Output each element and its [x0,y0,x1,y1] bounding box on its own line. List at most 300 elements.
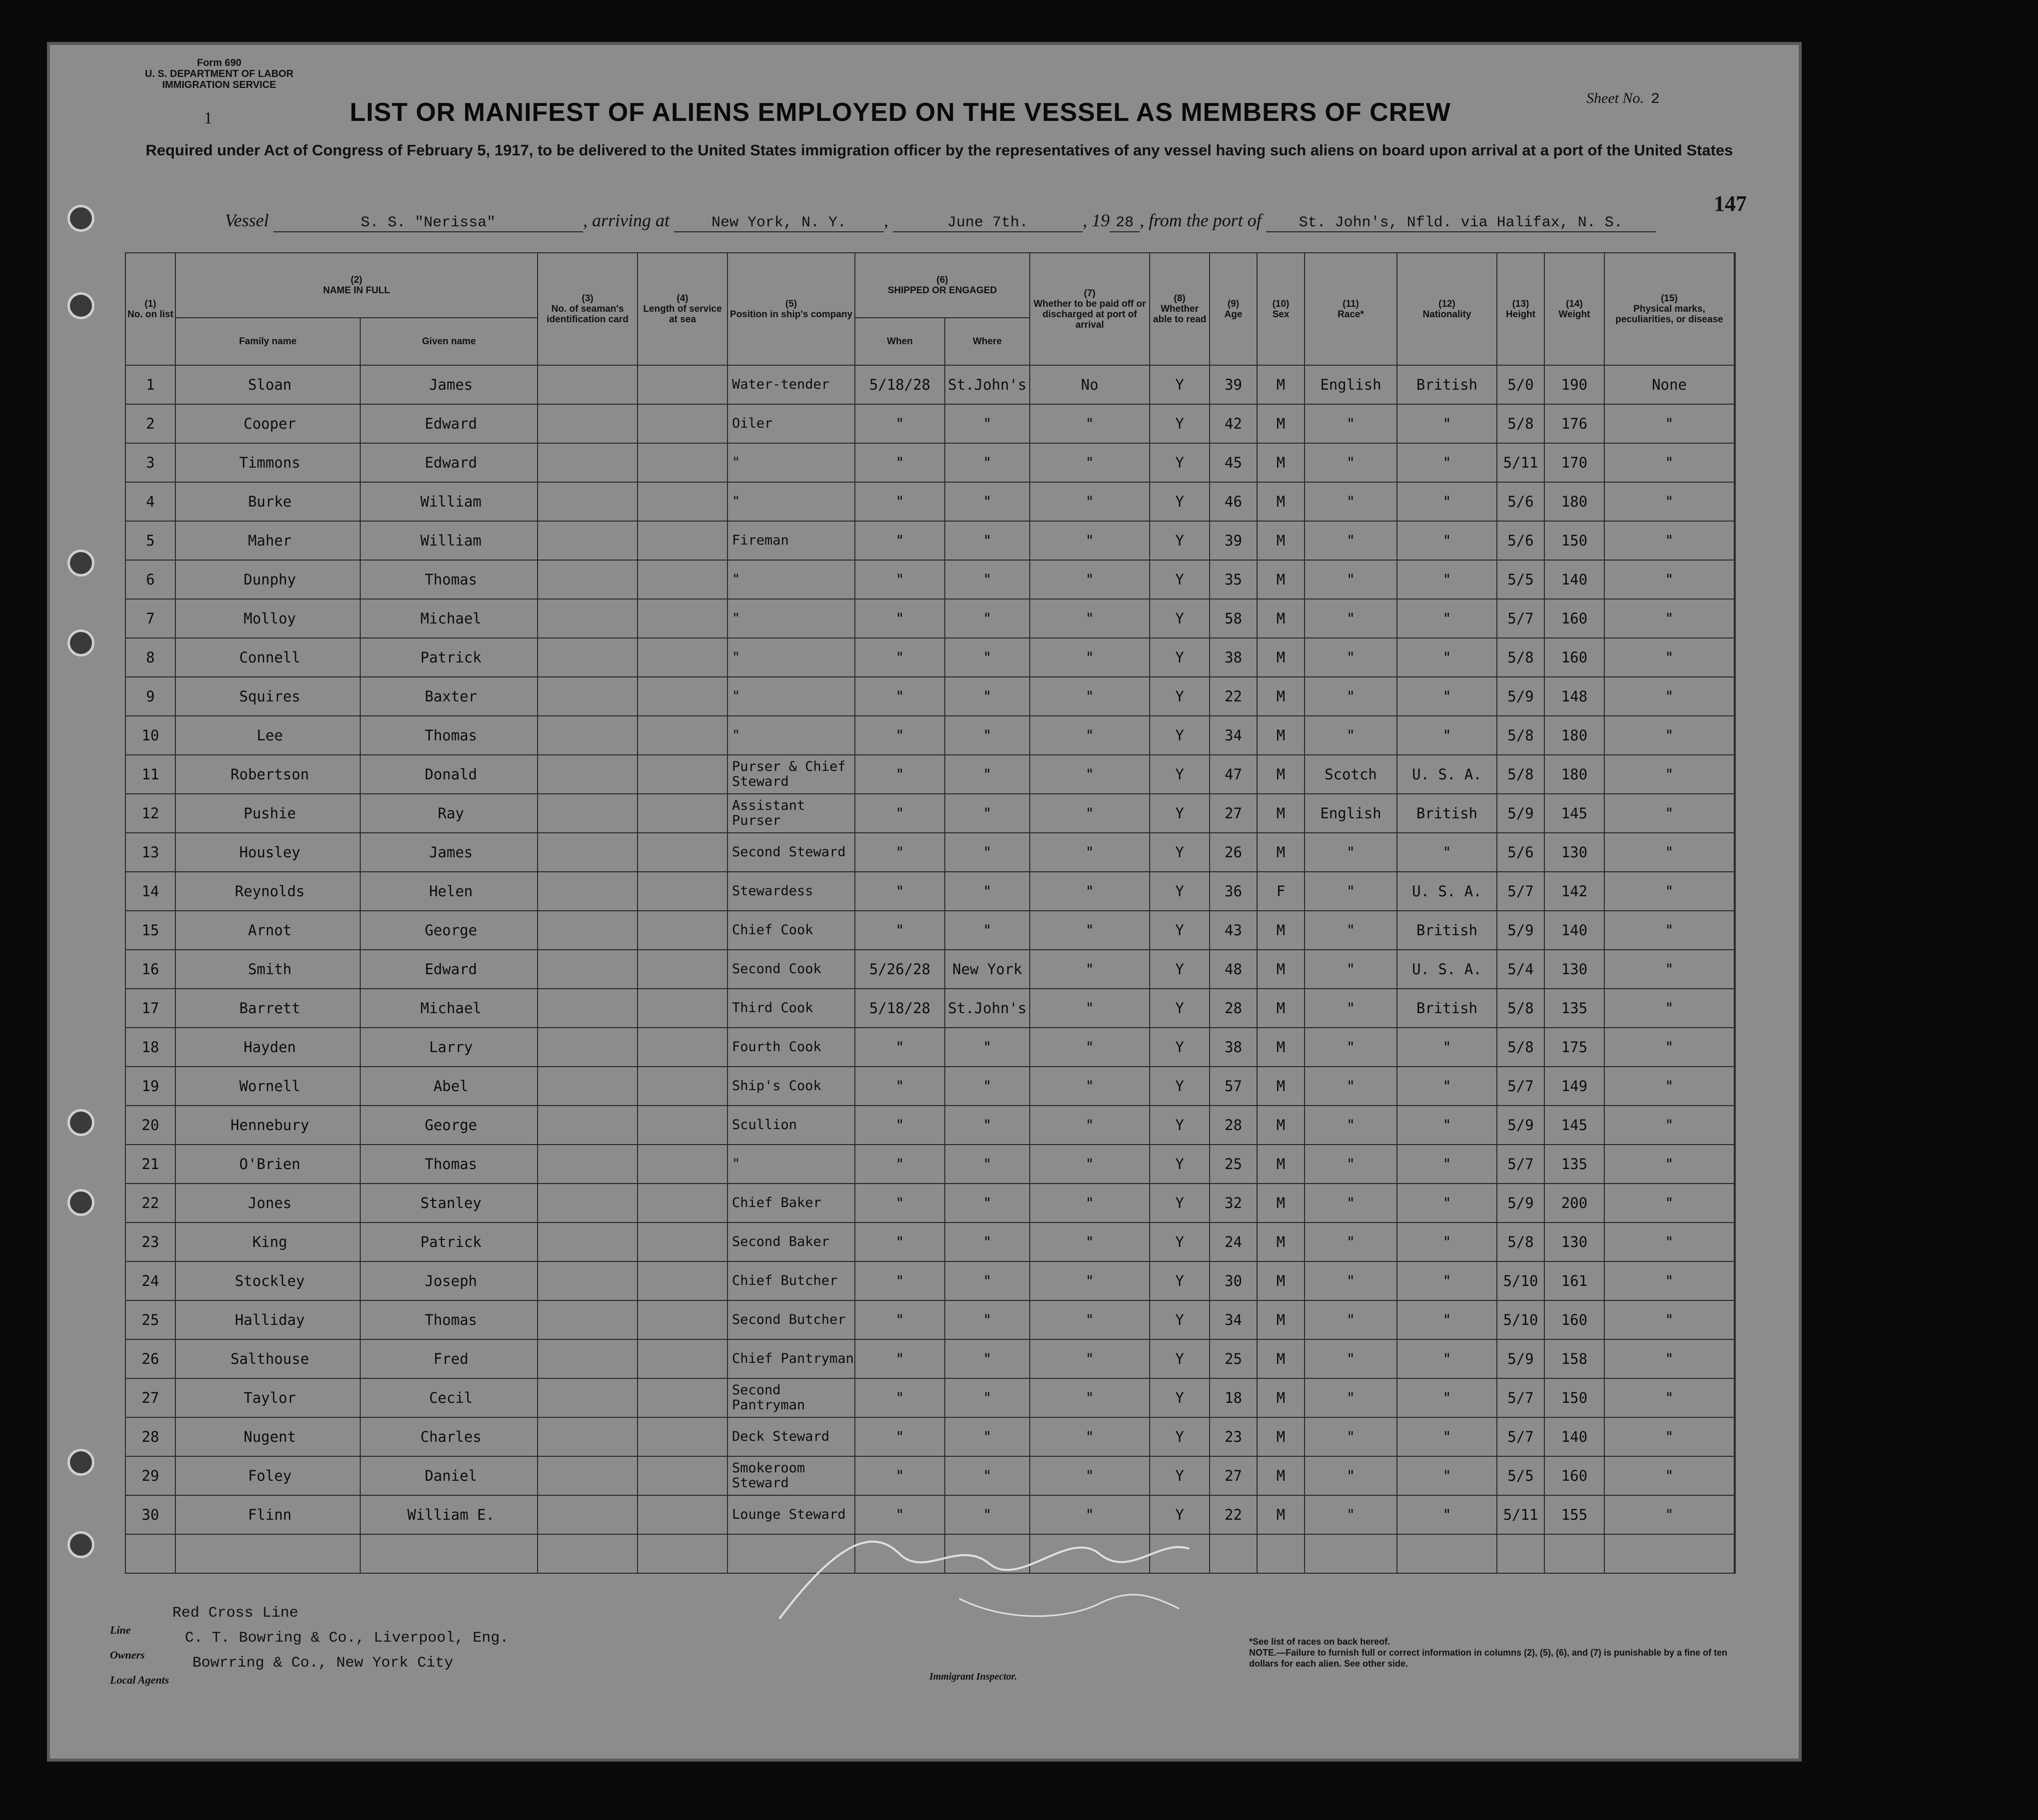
cell-blank [1734,1028,1735,1067]
col-race-header: (11) Race* [1305,253,1397,365]
cell-service-length [638,1495,727,1534]
cell-race: " [1305,1261,1397,1300]
table-row [125,989,1735,1028]
cell-height: 5/10 [1497,1261,1544,1300]
cell-position: Second Pantryman [727,1378,855,1417]
cell-id-card [538,1417,638,1456]
cell-physical-marks: " [1604,1495,1734,1534]
cell-given-name: Joseph [360,1261,538,1300]
cell-blank [1734,521,1735,560]
cell-given-name: Baxter [360,677,538,716]
cell-blank [1734,482,1735,521]
cell-id-card [538,872,638,911]
cell-weight: 145 [1544,794,1604,833]
cell-age: 35 [1210,560,1257,599]
cell-family-name: Lee [175,716,360,755]
cell-given-name: Thomas [360,560,538,599]
cell-physical-marks: " [1604,794,1734,833]
col-paid-off-header: (7) Whether to be paid off or discharged at port of arrival [1030,253,1150,365]
cell-able-to-read: Y [1150,872,1210,911]
col-marks-header: (15) Physical marks, peculiarities, or disease [1604,253,1734,365]
cell-able-to-read: Y [1150,1456,1210,1495]
cell-shipped-when: " [855,1028,945,1067]
cell-row-number: 5 [125,521,175,560]
table-row [125,794,1735,833]
cell-given-name: Patrick [360,638,538,677]
cell-blank [1734,1184,1735,1222]
cell-position: Ship's Cook [727,1067,855,1106]
cell-family-name: Squires [175,677,360,716]
cell-able-to-read: Y [1150,1378,1210,1417]
binder-hole [67,550,94,577]
cell-family-name: Maher [175,521,360,560]
cell-race: " [1305,1339,1397,1378]
col-where-header: Where [945,318,1030,365]
table-row [125,1300,1735,1339]
cell-row-number: 17 [125,989,175,1028]
cell-height: 5/8 [1497,638,1544,677]
year-prefix: 19 [1092,210,1110,230]
cell-shipped-when: " [855,1339,945,1378]
cell-age: 23 [1210,1417,1257,1456]
cell-sex: M [1257,833,1305,872]
cell-position: " [727,560,855,599]
col-age-header: (9) Age [1210,253,1257,365]
cell-height: 5/6 [1497,833,1544,872]
cell-height: 5/0 [1497,365,1544,404]
cell-height: 5/8 [1497,1222,1544,1261]
cell-position: Smokeroom Steward [727,1456,855,1495]
cell-given-name: James [360,833,538,872]
cell-weight: 130 [1544,1222,1604,1261]
cell-age: 57 [1210,1067,1257,1106]
cell-position: Stewardess [727,872,855,911]
cell-able-to-read: Y [1150,677,1210,716]
col-when-header: When [855,318,945,365]
cell-able-to-read: Y [1150,1261,1210,1300]
cell-position: Lounge Steward [727,1495,855,1534]
cell-shipped-where: " [945,404,1030,443]
cell-shipped-when: " [855,1300,945,1339]
cell-blank [1734,560,1735,599]
table-row [125,1261,1735,1300]
cell-shipped-where: " [945,833,1030,872]
cell-weight: 180 [1544,716,1604,755]
cell-blank [1734,599,1735,638]
cell-physical-marks: " [1604,599,1734,638]
cell-position: " [727,716,855,755]
line-label: Line [110,1624,131,1636]
inspector-label: Immigrant Inspector. [929,1671,1017,1682]
cell-race: " [1305,560,1397,599]
cell-shipped-where: " [945,1417,1030,1456]
cell-shipped-when: " [855,755,945,794]
cell-row-number: 30 [125,1495,175,1534]
cell-race: " [1305,1495,1397,1534]
cell-race: " [1305,1106,1397,1145]
cell-weight: 130 [1544,950,1604,989]
cell-height: 5/7 [1497,1067,1544,1106]
binder-hole [67,1109,94,1136]
cell-nationality: " [1397,716,1497,755]
cell-paid-off: " [1030,638,1150,677]
departure-port: St. John's, Nfld. via Halifax, N. S. [1266,214,1656,232]
cell-family-name: Halliday [175,1300,360,1339]
cell-nationality: " [1397,1184,1497,1222]
cell-family-name: Molloy [175,599,360,638]
form-identifier [145,57,293,90]
col-blank-header [1734,253,1735,365]
table-row [125,1222,1735,1261]
empty-cell [1734,1534,1735,1573]
cell-sex: M [1257,989,1305,1028]
binder-hole [67,292,94,319]
binder-hole [67,1449,94,1476]
cell-service-length [638,1106,727,1145]
cell-position: " [727,482,855,521]
cell-id-card [538,677,638,716]
cell-given-name: Abel [360,1067,538,1106]
cell-weight: 160 [1544,638,1604,677]
cell-race: " [1305,677,1397,716]
cell-id-card [538,482,638,521]
cell-service-length [638,911,727,950]
cell-weight: 142 [1544,872,1604,911]
cell-height: 5/8 [1497,755,1544,794]
cell-shipped-where: " [945,1378,1030,1417]
cell-sex: M [1257,716,1305,755]
cell-paid-off: " [1030,443,1150,482]
cell-service-length [638,950,727,989]
cell-given-name: William [360,521,538,560]
cell-given-name: Edward [360,404,538,443]
cell-physical-marks: " [1604,950,1734,989]
cell-service-length [638,521,727,560]
cell-paid-off: " [1030,833,1150,872]
cell-family-name: Housley [175,833,360,872]
cell-sex: M [1257,794,1305,833]
cell-id-card [538,560,638,599]
cell-position: Second Steward [727,833,855,872]
cell-nationality: " [1397,404,1497,443]
empty-cell [1604,1534,1734,1573]
cell-service-length [638,716,727,755]
cell-shipped-where: St.John's [945,989,1030,1028]
cell-service-length [638,794,727,833]
cell-blank [1734,755,1735,794]
cell-family-name: Stockley [175,1261,360,1300]
cell-blank [1734,794,1735,833]
table-row [125,599,1735,638]
cell-id-card [538,1184,638,1222]
cell-shipped-where: " [945,677,1030,716]
cell-weight: 180 [1544,755,1604,794]
cell-family-name: King [175,1222,360,1261]
table-row [125,911,1735,950]
cell-weight: 170 [1544,443,1604,482]
cell-row-number: 18 [125,1028,175,1067]
table-row [125,1067,1735,1106]
cell-nationality: " [1397,443,1497,482]
cell-service-length [638,1145,727,1184]
cell-paid-off: " [1030,677,1150,716]
cell-row-number: 29 [125,1456,175,1495]
cell-weight: 135 [1544,989,1604,1028]
cell-family-name: O'Brien [175,1145,360,1184]
cell-position: Fireman [727,521,855,560]
cell-service-length [638,1456,727,1495]
col-nationality-header: (12) Nationality [1397,253,1497,365]
cell-shipped-where: " [945,1222,1030,1261]
cell-service-length [638,482,727,521]
cell-nationality: " [1397,1028,1497,1067]
cell-shipped-when: " [855,872,945,911]
cell-position: Chief Baker [727,1184,855,1222]
cell-weight: 160 [1544,1456,1604,1495]
cell-shipped-where: " [945,1456,1030,1495]
cell-race: " [1305,1145,1397,1184]
cell-race: English [1305,365,1397,404]
cell-age: 27 [1210,794,1257,833]
cell-weight: 130 [1544,833,1604,872]
cell-race: " [1305,911,1397,950]
cell-weight: 150 [1544,1378,1604,1417]
empty-cell [538,1534,638,1573]
cell-shipped-when: " [855,443,945,482]
table-row [125,1145,1735,1184]
crew-rows [125,365,1735,1573]
vessel-label: Vessel [225,210,269,230]
cell-paid-off: " [1030,521,1150,560]
cell-weight: 140 [1544,1417,1604,1456]
cell-service-length [638,989,727,1028]
cell-physical-marks: " [1604,911,1734,950]
cell-able-to-read: Y [1150,1300,1210,1339]
cell-id-card [538,1339,638,1378]
cell-able-to-read: Y [1150,911,1210,950]
cell-age: 25 [1210,1339,1257,1378]
cell-age: 34 [1210,716,1257,755]
cell-paid-off: " [1030,404,1150,443]
cell-age: 45 [1210,443,1257,482]
empty-cell [638,1534,727,1573]
cell-height: 5/5 [1497,560,1544,599]
cell-able-to-read: Y [1150,794,1210,833]
cell-blank [1734,443,1735,482]
vessel-line: Vessel S. S. "Nerissa" , arriving at New York, N. Y. , June 7th. , 19 28 , from the port of St. John's, Nfld. via Halifax, N. S. [225,210,1656,232]
cell-age: 26 [1210,833,1257,872]
sheet-label: Sheet No. [1586,90,1644,106]
cell-id-card [538,716,638,755]
cell-row-number: 11 [125,755,175,794]
cell-given-name: Helen [360,872,538,911]
col-no-header: (1) No. on list [125,253,175,365]
cell-height: 5/4 [1497,950,1544,989]
empty-cell [1544,1534,1604,1573]
cell-position: Chief Pantryman [727,1339,855,1378]
cell-given-name: Cecil [360,1378,538,1417]
cell-given-name: Patrick [360,1222,538,1261]
cell-position: Purser & Chief Steward [727,755,855,794]
cell-nationality: British [1397,911,1497,950]
cell-nationality: " [1397,1145,1497,1184]
cell-shipped-where: " [945,716,1030,755]
table-row [125,443,1735,482]
cell-weight: 158 [1544,1339,1604,1378]
cell-shipped-when: " [855,1261,945,1300]
cell-service-length [638,560,727,599]
cell-age: 39 [1210,365,1257,404]
cell-row-number: 28 [125,1417,175,1456]
inspector-signature [749,1509,1249,1639]
cell-position: " [727,599,855,638]
cell-row-number: 8 [125,638,175,677]
race-footnote: *See list of races on back hereof. [1249,1637,1390,1647]
table-row [125,365,1735,404]
document-title: LIST OR MANIFEST OF ALIENS EMPLOYED ON THE VESSEL AS MEMBERS OF CREW [350,98,1451,127]
cell-blank [1734,1417,1735,1456]
cell-age: 47 [1210,755,1257,794]
cell-sex: F [1257,872,1305,911]
cell-shipped-when: " [855,1145,945,1184]
cell-id-card [538,755,638,794]
cell-id-card [538,443,638,482]
cell-shipped-where: " [945,638,1030,677]
cell-race: " [1305,1378,1397,1417]
cell-age: 38 [1210,638,1257,677]
cell-position: " [727,1145,855,1184]
cell-position: Second Cook [727,950,855,989]
cell-family-name: Foley [175,1456,360,1495]
cell-weight: 155 [1544,1495,1604,1534]
cell-paid-off: " [1030,1417,1150,1456]
cell-paid-off: " [1030,794,1150,833]
cell-family-name: Arnot [175,911,360,950]
cell-given-name: James [360,365,538,404]
cell-shipped-where: " [945,794,1030,833]
cell-blank [1734,1456,1735,1495]
cell-able-to-read: Y [1150,755,1210,794]
col-sex-header: (10) Sex [1257,253,1305,365]
cell-shipped-when: 5/18/28 [855,989,945,1028]
cell-position: Fourth Cook [727,1028,855,1067]
cell-weight: 150 [1544,521,1604,560]
cell-sex: M [1257,1456,1305,1495]
cell-family-name: Robertson [175,755,360,794]
cell-shipped-where: " [945,755,1030,794]
cell-weight: 175 [1544,1028,1604,1067]
empty-cell [1497,1534,1544,1573]
cell-sex: M [1257,1378,1305,1417]
cell-sex: M [1257,560,1305,599]
arrival-year: 28 [1110,214,1140,232]
cell-age: 39 [1210,521,1257,560]
cell-height: 5/10 [1497,1300,1544,1339]
cell-nationality: " [1397,833,1497,872]
cell-paid-off: " [1030,1339,1150,1378]
cell-nationality: " [1397,1339,1497,1378]
cell-weight: 200 [1544,1184,1604,1222]
cell-given-name: Michael [360,599,538,638]
cell-id-card [538,1300,638,1339]
cell-family-name: Sloan [175,365,360,404]
cell-able-to-read: Y [1150,1067,1210,1106]
cell-race: " [1305,989,1397,1028]
cell-race: Scotch [1305,755,1397,794]
cell-blank [1734,1495,1735,1534]
act-of-congress-text: Required under Act of Congress of February 5, 1917, to be delivered to the United States immigration officer by the representatives of any vessel having such aliens on board upon arrival at a port of the United States [145,141,1733,159]
cell-weight: 160 [1544,1300,1604,1339]
cell-able-to-read: Y [1150,1184,1210,1222]
cell-service-length [638,404,727,443]
cell-position: " [727,677,855,716]
cell-shipped-when: " [855,1456,945,1495]
cell-nationality: British [1397,365,1497,404]
cell-id-card [538,521,638,560]
cell-family-name: Pushie [175,794,360,833]
cell-sex: M [1257,1261,1305,1300]
cell-row-number: 27 [125,1378,175,1417]
cell-weight: 145 [1544,1106,1604,1145]
cell-paid-off: " [1030,989,1150,1028]
arriving-label: arriving at [592,210,670,230]
cell-physical-marks: " [1604,1184,1734,1222]
cell-nationality: British [1397,989,1497,1028]
cell-age: 28 [1210,1106,1257,1145]
binder-hole [67,1189,94,1216]
table-row [125,482,1735,521]
cell-age: 48 [1210,950,1257,989]
cell-id-card [538,794,638,833]
cell-nationality: U. S. A. [1397,755,1497,794]
cell-race: " [1305,404,1397,443]
table-row [125,1417,1735,1456]
cell-age: 43 [1210,911,1257,950]
cell-row-number: 13 [125,833,175,872]
cell-shipped-when: " [855,1417,945,1456]
cell-id-card [538,1456,638,1495]
cell-able-to-read: Y [1150,1106,1210,1145]
cell-position: Water-tender [727,365,855,404]
cell-family-name: Barrett [175,989,360,1028]
cell-physical-marks: " [1604,1222,1734,1261]
cell-shipped-where: " [945,1067,1030,1106]
cell-physical-marks: " [1604,1261,1734,1300]
cell-row-number: 14 [125,872,175,911]
cell-given-name: Fred [360,1339,538,1378]
cell-shipped-when: " [855,716,945,755]
cell-given-name: Charles [360,1417,538,1456]
cell-blank [1734,365,1735,404]
cell-nationality: " [1397,1261,1497,1300]
cell-row-number: 20 [125,1106,175,1145]
cell-given-name: William E. [360,1495,538,1534]
cell-shipped-when: " [855,482,945,521]
cell-able-to-read: Y [1150,1222,1210,1261]
cell-given-name: Ray [360,794,538,833]
cell-race: " [1305,482,1397,521]
cell-race: " [1305,638,1397,677]
cell-shipped-when: " [855,1378,945,1417]
cell-weight: 140 [1544,560,1604,599]
empty-cell [360,1534,538,1573]
cell-service-length [638,1417,727,1456]
cell-physical-marks: " [1604,1145,1734,1184]
cell-shipped-where: " [945,1145,1030,1184]
cell-able-to-read: Y [1150,1417,1210,1456]
cell-blank [1734,989,1735,1028]
empty-cell [1257,1534,1305,1573]
